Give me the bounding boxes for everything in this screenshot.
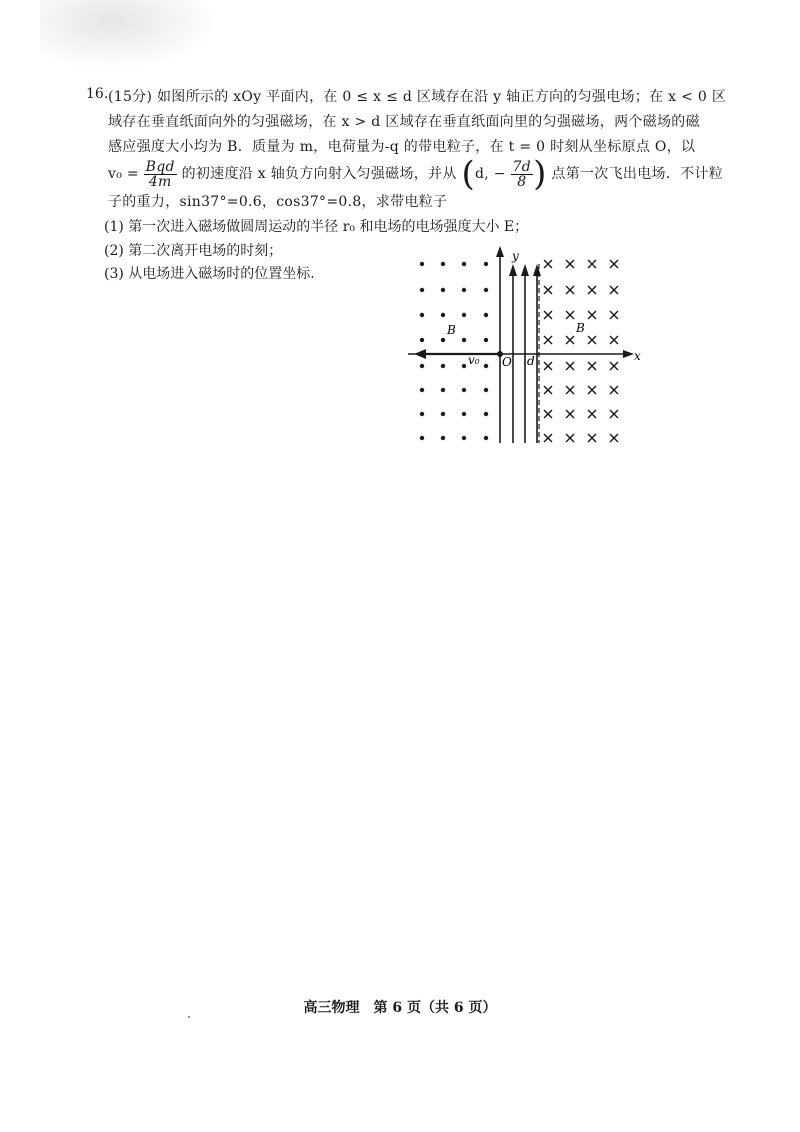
field-dot bbox=[420, 313, 424, 317]
v0-label: v₀ bbox=[468, 353, 480, 367]
field-dot bbox=[462, 412, 466, 416]
field-dot bbox=[441, 262, 445, 266]
field-cross bbox=[610, 434, 618, 442]
field-cross bbox=[610, 336, 618, 344]
line4-middle: 的初速度沿 x 轴负方向射入匀强磁场，并从 bbox=[181, 166, 457, 182]
field-cross bbox=[544, 434, 552, 442]
out-of-page-field-dots bbox=[420, 262, 488, 440]
field-cross bbox=[566, 286, 574, 294]
point-open: d, − bbox=[475, 166, 506, 182]
question-number: 16. bbox=[86, 86, 109, 102]
field-dot bbox=[462, 364, 466, 368]
field-cross bbox=[566, 410, 574, 418]
field-dot bbox=[441, 388, 445, 392]
field-dot bbox=[462, 313, 466, 317]
field-dot bbox=[484, 436, 488, 440]
field-cross bbox=[544, 410, 552, 418]
sub-question-3: (3) 从电场进入磁场时的位置坐标. bbox=[104, 266, 315, 282]
page-footer: 高三物理 第 6 页（共 6 页） bbox=[303, 1000, 497, 1016]
v0-fraction bbox=[144, 160, 177, 189]
field-cross bbox=[544, 260, 552, 268]
field-dot bbox=[484, 412, 488, 416]
field-dot bbox=[484, 388, 488, 392]
question-line-4 bbox=[108, 154, 724, 194]
field-dot bbox=[420, 338, 424, 342]
v0-arrow-head bbox=[414, 349, 426, 359]
field-cross bbox=[544, 311, 552, 319]
field-dot bbox=[484, 262, 488, 266]
field-dot bbox=[462, 288, 466, 292]
v0-denominator: 4m bbox=[148, 173, 172, 190]
y-axis-label: y bbox=[512, 249, 519, 263]
field-dot bbox=[462, 388, 466, 392]
field-cross bbox=[566, 260, 574, 268]
field-cross bbox=[566, 434, 574, 442]
question-line-5: 子的重力，sin37°=0.6，cos37°=0.8，求带电粒子 bbox=[108, 194, 448, 210]
field-cross bbox=[588, 434, 596, 442]
field-cross bbox=[544, 286, 552, 294]
x-axis-label: x bbox=[634, 349, 641, 363]
field-cross bbox=[610, 410, 618, 418]
field-dot bbox=[462, 262, 466, 266]
into-page-field-crosses bbox=[544, 260, 618, 442]
field-cross bbox=[610, 386, 618, 394]
y-axis-arrow bbox=[496, 246, 504, 257]
field-line-1-arrow bbox=[509, 264, 517, 276]
field-cross bbox=[588, 362, 596, 370]
field-dot bbox=[441, 338, 445, 342]
field-cross bbox=[544, 386, 552, 394]
field-cross bbox=[544, 336, 552, 344]
field-dot bbox=[420, 436, 424, 440]
field-cross bbox=[566, 386, 574, 394]
field-cross bbox=[566, 336, 574, 344]
point-denominator: 8 bbox=[517, 173, 527, 190]
field-dot bbox=[420, 262, 424, 266]
field-dot bbox=[441, 436, 445, 440]
field-cross bbox=[566, 311, 574, 319]
field-dot bbox=[484, 288, 488, 292]
field-dot bbox=[484, 364, 488, 368]
field-diagram bbox=[400, 238, 650, 482]
field-cross bbox=[588, 336, 596, 344]
field-cross bbox=[610, 311, 618, 319]
question-line-1: (15分) 如图所示的 xOy 平面内，在 0 ≤ x ≤ d 区域存在沿 y 轴正方向的匀强电场；在 x < 0 区 bbox=[108, 89, 727, 105]
field-dot bbox=[441, 313, 445, 317]
field-cross bbox=[544, 362, 552, 370]
field-cross bbox=[588, 311, 596, 319]
left-field-b-label: B bbox=[447, 323, 456, 337]
field-dot bbox=[420, 288, 424, 292]
field-dot bbox=[462, 338, 466, 342]
right-paren: ) bbox=[533, 154, 547, 194]
sub-question-1: (1) 第一次进入磁场做圆周运动的半径 r₀ 和电场的电场强度大小 E； bbox=[104, 219, 529, 235]
field-dot bbox=[484, 338, 488, 342]
field-line-2-arrow bbox=[521, 264, 529, 276]
field-cross bbox=[610, 286, 618, 294]
field-cross bbox=[610, 260, 618, 268]
origin-label: O bbox=[502, 355, 512, 369]
field-dot bbox=[420, 364, 424, 368]
field-dot bbox=[484, 313, 488, 317]
field-dot bbox=[462, 436, 466, 440]
v0-numerator: Bqd bbox=[145, 158, 175, 175]
sub-question-2: (2) 第二次离开电场的时刻； bbox=[104, 243, 283, 259]
point-numerator: 7d bbox=[512, 158, 532, 175]
field-dot bbox=[441, 364, 445, 368]
field-cross bbox=[610, 362, 618, 370]
field-cross bbox=[588, 286, 596, 294]
question-line-2: 域存在垂直纸面向外的匀强磁场，在 x > d 区域存在垂直纸面向里的匀强磁场，两个磁场的磁 bbox=[108, 114, 700, 130]
field-cross bbox=[588, 410, 596, 418]
field-dot bbox=[441, 412, 445, 416]
field-cross bbox=[566, 362, 574, 370]
left-paren: ( bbox=[461, 154, 476, 194]
point-fraction bbox=[511, 160, 533, 189]
field-dot bbox=[441, 288, 445, 292]
field-dot bbox=[420, 388, 424, 392]
d-label: d bbox=[527, 354, 535, 368]
line4-end: 点第一次飞出电场．不计粒 bbox=[551, 166, 724, 182]
scan-shadow bbox=[40, 0, 220, 70]
field-dot bbox=[420, 412, 424, 416]
question-line-3: 感应强度大小均为 B．质量为 m，电荷量为-q 的带电粒子，在 t = 0 时刻从坐标原点 O，以 bbox=[108, 139, 696, 155]
field-cross bbox=[588, 386, 596, 394]
v0-prefix: v₀ = bbox=[108, 166, 139, 182]
x-axis-arrow bbox=[623, 350, 634, 358]
right-field-b-label: B bbox=[576, 321, 585, 335]
field-cross bbox=[588, 260, 596, 268]
field-line-3-arrow bbox=[533, 264, 541, 276]
field-diagram-svg bbox=[400, 238, 650, 478]
